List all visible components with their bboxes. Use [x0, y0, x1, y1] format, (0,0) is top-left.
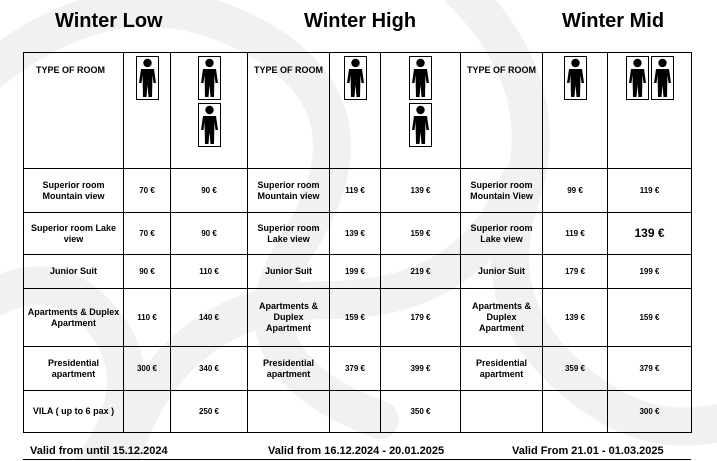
- price-cell: 179 €: [381, 289, 461, 347]
- price-cell: 119 €: [543, 213, 608, 255]
- person-icon: [651, 56, 674, 100]
- double-occupancy-header: [381, 53, 461, 169]
- price-cell: 340 €: [171, 347, 248, 391]
- type-of-room-header: TYPE OF ROOM: [248, 53, 330, 169]
- type-of-room-header: TYPE OF ROOM: [24, 53, 124, 169]
- price-cell: 90 €: [171, 213, 248, 255]
- price-cell: 179 €: [543, 255, 608, 289]
- price-cell: 90 €: [124, 255, 171, 289]
- person-icon: [409, 103, 432, 147]
- room-type-cell: Junior Suit: [248, 255, 330, 289]
- price-cell: 90 €: [171, 169, 248, 213]
- room-type-cell: Superior room Lake view: [24, 213, 124, 255]
- room-type-cell: Presidential apartment: [24, 347, 124, 391]
- price-cell: 379 €: [608, 347, 692, 391]
- price-cell: [330, 391, 381, 433]
- room-type-cell: Superior room Mountain view: [24, 169, 124, 213]
- table-row: [24, 391, 692, 433]
- price-cell: 359 €: [543, 347, 608, 391]
- room-type-cell: Superior room Mountain View: [461, 169, 543, 213]
- price-cell: 159 €: [330, 289, 381, 347]
- validity-winter-high: Valid from 16.12.2024 - 20.01.2025: [268, 445, 445, 457]
- room-type-cell: Superior room Lake view: [461, 213, 543, 255]
- price-cell: 159 €: [381, 213, 461, 255]
- room-type-cell: [461, 391, 543, 433]
- room-type-cell: Apartments & Duplex Apartment: [248, 289, 330, 347]
- room-type-cell: [248, 391, 330, 433]
- person-icon: [198, 103, 221, 147]
- price-cell: [543, 391, 608, 433]
- single-occupancy-header: [543, 53, 608, 169]
- type-of-room-header: TYPE OF ROOM: [461, 53, 543, 169]
- person-icon: [136, 56, 159, 100]
- price-cell: 350 €: [381, 391, 461, 433]
- price-cell: 139 €: [608, 213, 692, 255]
- table-row: [24, 213, 692, 255]
- table-header-row: [24, 53, 692, 169]
- person-icon: [344, 56, 367, 100]
- person-icon: [564, 56, 587, 100]
- person-icon: [409, 56, 432, 100]
- person-icon: [626, 56, 649, 100]
- person-icon: [198, 56, 221, 100]
- room-type-cell: VILA ( up to 6 pax ): [24, 391, 124, 433]
- price-cell: 139 €: [330, 213, 381, 255]
- double-occupancy-header: [171, 53, 248, 169]
- room-type-cell: Superior room Mountain view: [248, 169, 330, 213]
- price-cell: 199 €: [330, 255, 381, 289]
- season-title-winter-low: Winter Low: [55, 10, 163, 32]
- room-type-cell: Presidential apartment: [248, 347, 330, 391]
- price-cell: 199 €: [608, 255, 692, 289]
- price-cell: 300 €: [608, 391, 692, 433]
- price-cell: 110 €: [124, 289, 171, 347]
- room-type-cell: Presidential apartment: [461, 347, 543, 391]
- price-cell: 110 €: [171, 255, 248, 289]
- season-title-winter-high: Winter High: [304, 10, 417, 32]
- room-type-cell: Apartments & Duplex Apartment: [461, 289, 543, 347]
- rates-table: [23, 52, 692, 433]
- price-cell: 99 €: [543, 169, 608, 213]
- footer-divider: [23, 459, 691, 460]
- price-cell: 250 €: [171, 391, 248, 433]
- price-cell: 139 €: [543, 289, 608, 347]
- double-occupancy-header: [608, 53, 692, 169]
- single-occupancy-header: [330, 53, 381, 169]
- price-cell: 399 €: [381, 347, 461, 391]
- price-cell: 219 €: [381, 255, 461, 289]
- room-type-cell: Junior Suit: [24, 255, 124, 289]
- price-cell: 300 €: [124, 347, 171, 391]
- price-cell: 139 €: [381, 169, 461, 213]
- price-cell: 119 €: [330, 169, 381, 213]
- price-cell: 140 €: [171, 289, 248, 347]
- room-type-cell: Junior Suit: [461, 255, 543, 289]
- price-cell: 159 €: [608, 289, 692, 347]
- table-row: [24, 255, 692, 289]
- room-type-cell: Superior room Lake view: [248, 213, 330, 255]
- price-cell: 379 €: [330, 347, 381, 391]
- season-title-winter-mid: Winter Mid: [562, 10, 665, 32]
- single-occupancy-header: [124, 53, 171, 169]
- price-cell: [124, 391, 171, 433]
- table-row: [24, 289, 692, 347]
- price-cell: 70 €: [124, 169, 171, 213]
- table-row: [24, 169, 692, 213]
- validity-winter-mid: Valid From 21.01 - 01.03.2025: [512, 445, 664, 457]
- room-type-cell: Apartments & Duplex Apartment: [24, 289, 124, 347]
- table-row: [24, 347, 692, 391]
- price-cell: 70 €: [124, 213, 171, 255]
- validity-winter-low: Valid from until 15.12.2024: [30, 445, 168, 457]
- price-cell: 119 €: [608, 169, 692, 213]
